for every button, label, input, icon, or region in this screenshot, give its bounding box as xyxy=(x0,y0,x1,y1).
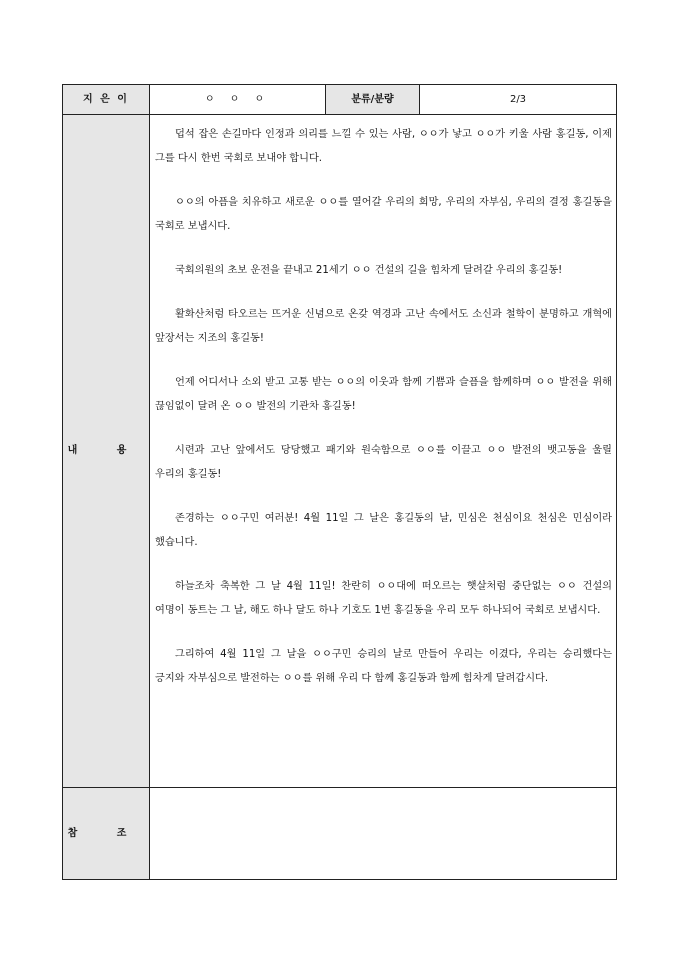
content-paragraph: 활화산처럼 타오르는 뜨거운 신념으로 온갖 역경과 고난 속에서도 소신과 철학이 분명하고 개혁에 앞장서는 지조의 홍길동! xyxy=(155,309,612,344)
content-paragraph: ㅇㅇ의 아픔을 치유하고 새로운 ㅇㅇ를 열어갈 우리의 희망, 우리의 자부심, 우리의 결정 홍길동을 국회로 보냅시다. xyxy=(155,197,612,232)
divider xyxy=(63,114,616,115)
divider xyxy=(149,85,150,879)
reference-value xyxy=(150,788,616,879)
category-label: 분류/분량 xyxy=(326,85,419,114)
content-paragraph: 시련과 고난 앞에서도 당당했고 패기와 원숙함으로 ㅇㅇ를 이끌고 ㅇㅇ 발전의 뱃고동을 울릴 우리의 홍길동! xyxy=(155,445,612,480)
category-value: 2/3 xyxy=(509,93,527,105)
author-value: ㅇ ㅇ ㅇ xyxy=(204,93,271,105)
reference-label: 참 조 xyxy=(63,788,149,879)
content-paragraph: 존경하는 ㅇㅇ구민 여러분! 4월 11일 그 날은 홍길동의 날, 민심은 천심이요 천심은 민심이라 했습니다. xyxy=(155,513,612,548)
divider xyxy=(325,85,326,114)
content-body xyxy=(150,123,616,711)
content-paragraph: 그리하여 4월 11일 그 날을 ㅇㅇ구민 승리의 날로 만들어 우리는 이겼다, 우리는 승리했다는 긍지와 자부심으로 발전하는 ㅇㅇ를 위해 우리 다 함께 홍길동과 함께 힘차게 달려갑시다. xyxy=(155,649,612,684)
author-label: 지 은 이 xyxy=(63,85,149,114)
document-table xyxy=(62,84,617,880)
divider xyxy=(63,787,616,788)
divider xyxy=(419,85,420,114)
content-paragraph: 국회의원의 초보 운전을 끝내고 21세기 ㅇㅇ 건설의 길을 힘차게 달려갈 우리의 홍길동! xyxy=(175,265,563,276)
content-paragraph: 하늘조차 축복한 그 날 4월 11일! 찬란히 ㅇㅇ대에 떠오르는 햇살처럼 중단없는 ㅇㅇ 건설의 여명이 동트는 그 날, 해도 하나 달도 하나 기호도 1번 홍길동을 우리 모두 하나되어 국회로 보냅시다. xyxy=(155,581,612,616)
content-paragraph: 언제 어디서나 소외 받고 고통 받는 ㅇㅇ의 이웃과 함께 기쁨과 슬픔을 함께하며 ㅇㅇ 발전을 위해 끊임없이 달려 온 ㅇㅇ 발전의 기관차 홍길동! xyxy=(155,377,612,412)
content-label: 내 용 xyxy=(63,115,149,787)
content-paragraph: 덥석 잡은 손길마다 인정과 의리를 느낄 수 있는 사람, ㅇㅇ가 낳고 ㅇㅇ가 키울 사람 홍길동, 이제 그를 다시 한번 국회로 보내야 합니다. xyxy=(155,129,612,164)
